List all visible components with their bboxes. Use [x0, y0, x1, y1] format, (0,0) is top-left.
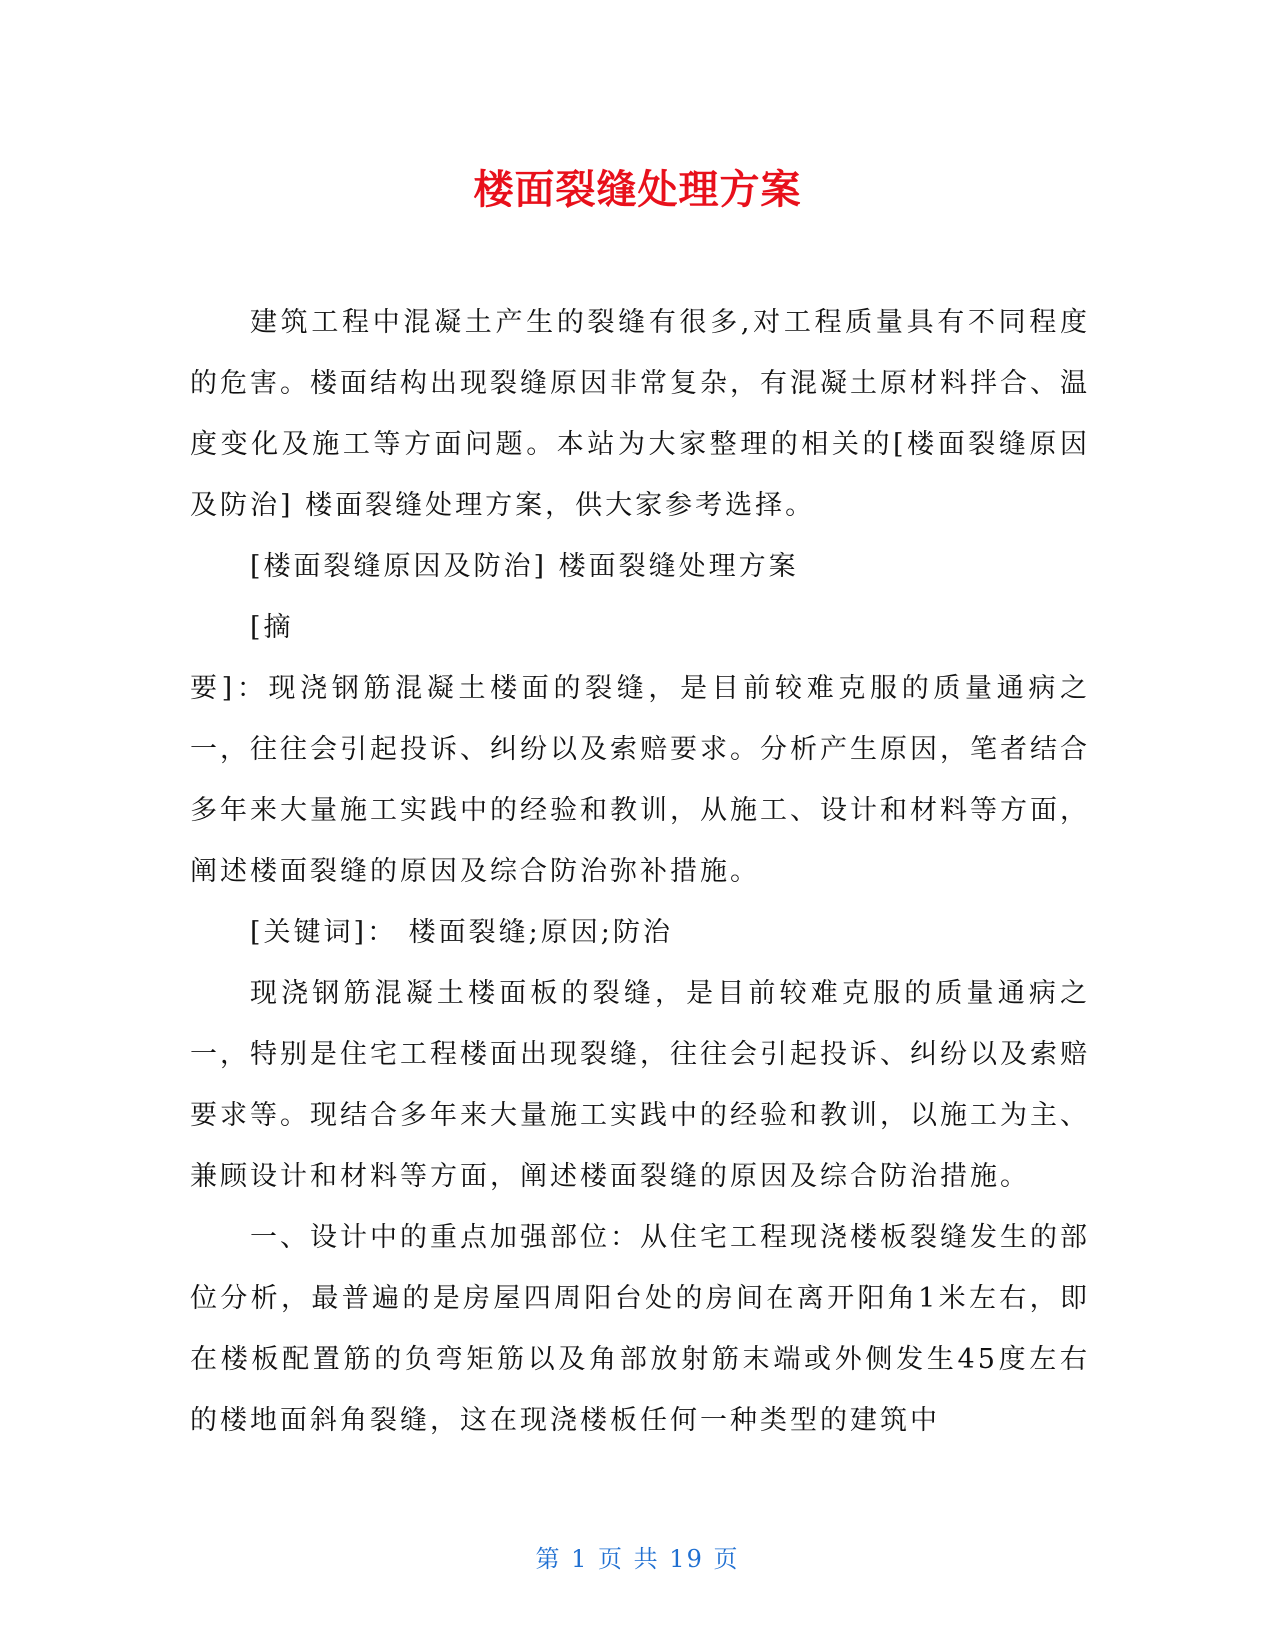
paragraph-section-one: 一、设计中的重点加强部位：从住宅工程现浇楼板裂缝发生的部位分析，最普遍的是房屋四周阳台处的房间在离开阳角1米左右，即在楼板配置筋的负弯矩筋以及角部放射筋末端或外侧发生45度左右的楼地面斜角裂缝，这在现浇楼板任何一种类型的建筑中: [190, 1222, 1090, 1436]
paragraph-heading: [楼面裂缝原因及防治] 楼面裂缝处理方案: [250, 551, 799, 582]
document-title: 楼面裂缝处理方案: [473, 167, 802, 213]
paragraph-abstract-label: [摘: [250, 612, 294, 643]
paragraph-keywords: [关键词]： 楼面裂缝;原因;防治: [250, 917, 673, 948]
paragraph-intro: 建筑工程中混凝土产生的裂缝有很多,对工程质量具有不同程度的危害。楼面结构出现裂缝原因非常复杂，有混凝土原材料拌合、温度变化及施工等方面问题。本站为大家整理的相关的[楼面裂缝原因及防治] 楼面裂缝处理方案，供大家参考选择。: [190, 307, 1090, 521]
paragraph-overview: 现浇钢筋混凝土楼面板的裂缝，是目前较难克服的质量通病之一，特别是住宅工程楼面出现裂缝，往往会引起投诉、纠纷以及索赔要求等。现结合多年来大量施工实践中的经验和教训，以施工为主、兼顾设计和材料等方面，阐述楼面裂缝的原因及综合防治措施。: [190, 978, 1090, 1192]
document-body: [190, 292, 1090, 1451]
paragraph-abstract: 要]：现浇钢筋混凝土楼面的裂缝，是目前较难克服的质量通病之一，往往会引起投诉、纠纷以及索赔要求。分析产生原因，笔者结合多年来大量施工实践中的经验和教训，从施工、设计和材料等方面，阐述楼面裂缝的原因及综合防治弥补措施。: [190, 673, 1090, 887]
page-number-footer: 第 1 页 共 19 页: [535, 1545, 740, 1573]
